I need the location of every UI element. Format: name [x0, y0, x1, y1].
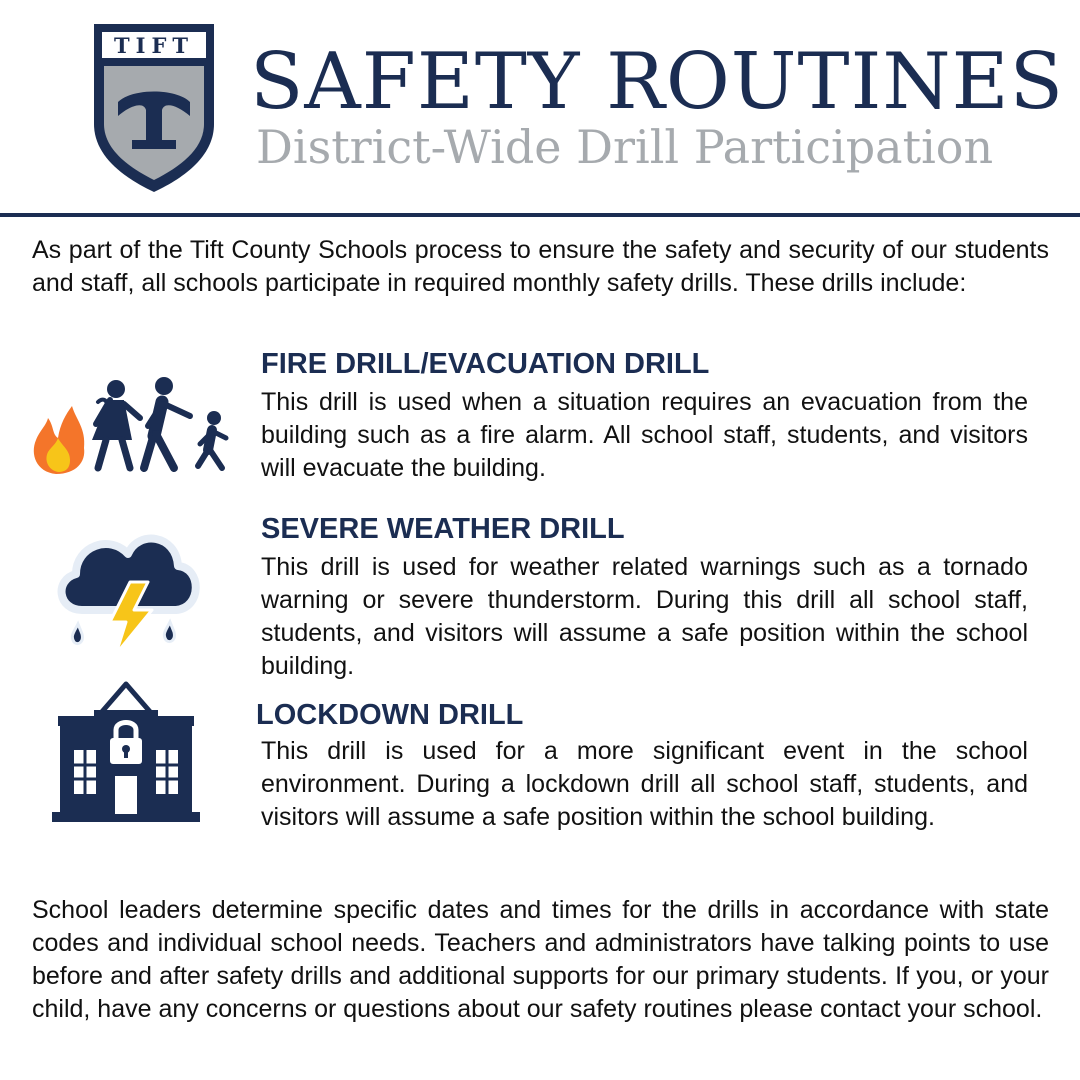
closing-paragraph: School leaders determine specific dates and times for the drills in accordance with state codes and individual school needs. Teachers and administrators have talking points to use before and after safety drills and additional supports for our primary students. If you, or your child, have any concerns or questions about our safety routines please contact your school. [32, 896, 1049, 1023]
flame-icon [34, 406, 84, 474]
storm-cloud-icon [52, 518, 202, 660]
locked-school-icon [50, 680, 202, 826]
drill-title-lockdown: LOCKDOWN DRILL [256, 699, 524, 731]
page-subtitle: District-Wide Drill Participation [256, 120, 994, 174]
header-divider [0, 213, 1080, 217]
drill-description-weather: This drill is used for weather related warnings such as a tornado warning or severe thunderstorm. During this drill all school staff, students, and visitors will assume a safe position within the school building. [261, 553, 1028, 680]
walking-people-icon [92, 377, 226, 468]
drill-description-fire: This drill is used when a situation requires an evacuation from the building such as a fire alarm. All school staff, students, and visitors will evacuate the building. [261, 388, 1028, 482]
fire-evacuation-icon [28, 372, 234, 476]
page-title: SAFETY ROUTINES [250, 37, 1065, 127]
intro-paragraph: As part of the Tift County Schools process to ensure the safety and security of our students and staff, all schools participate in required monthly safety drills. These drills include: [32, 236, 1049, 297]
drill-title-weather: SEVERE WEATHER DRILL [261, 513, 625, 545]
logo-text: TIFT [114, 33, 194, 58]
drill-description-lockdown: This drill is used for a more significant event in the school environment. During a lockdown drill all school staff, students, and visitors will assume a safe position within the school building. [261, 737, 1028, 831]
drill-title-fire: FIRE DRILL/EVACUATION DRILL [261, 348, 710, 380]
tift-shield-logo [88, 20, 220, 196]
